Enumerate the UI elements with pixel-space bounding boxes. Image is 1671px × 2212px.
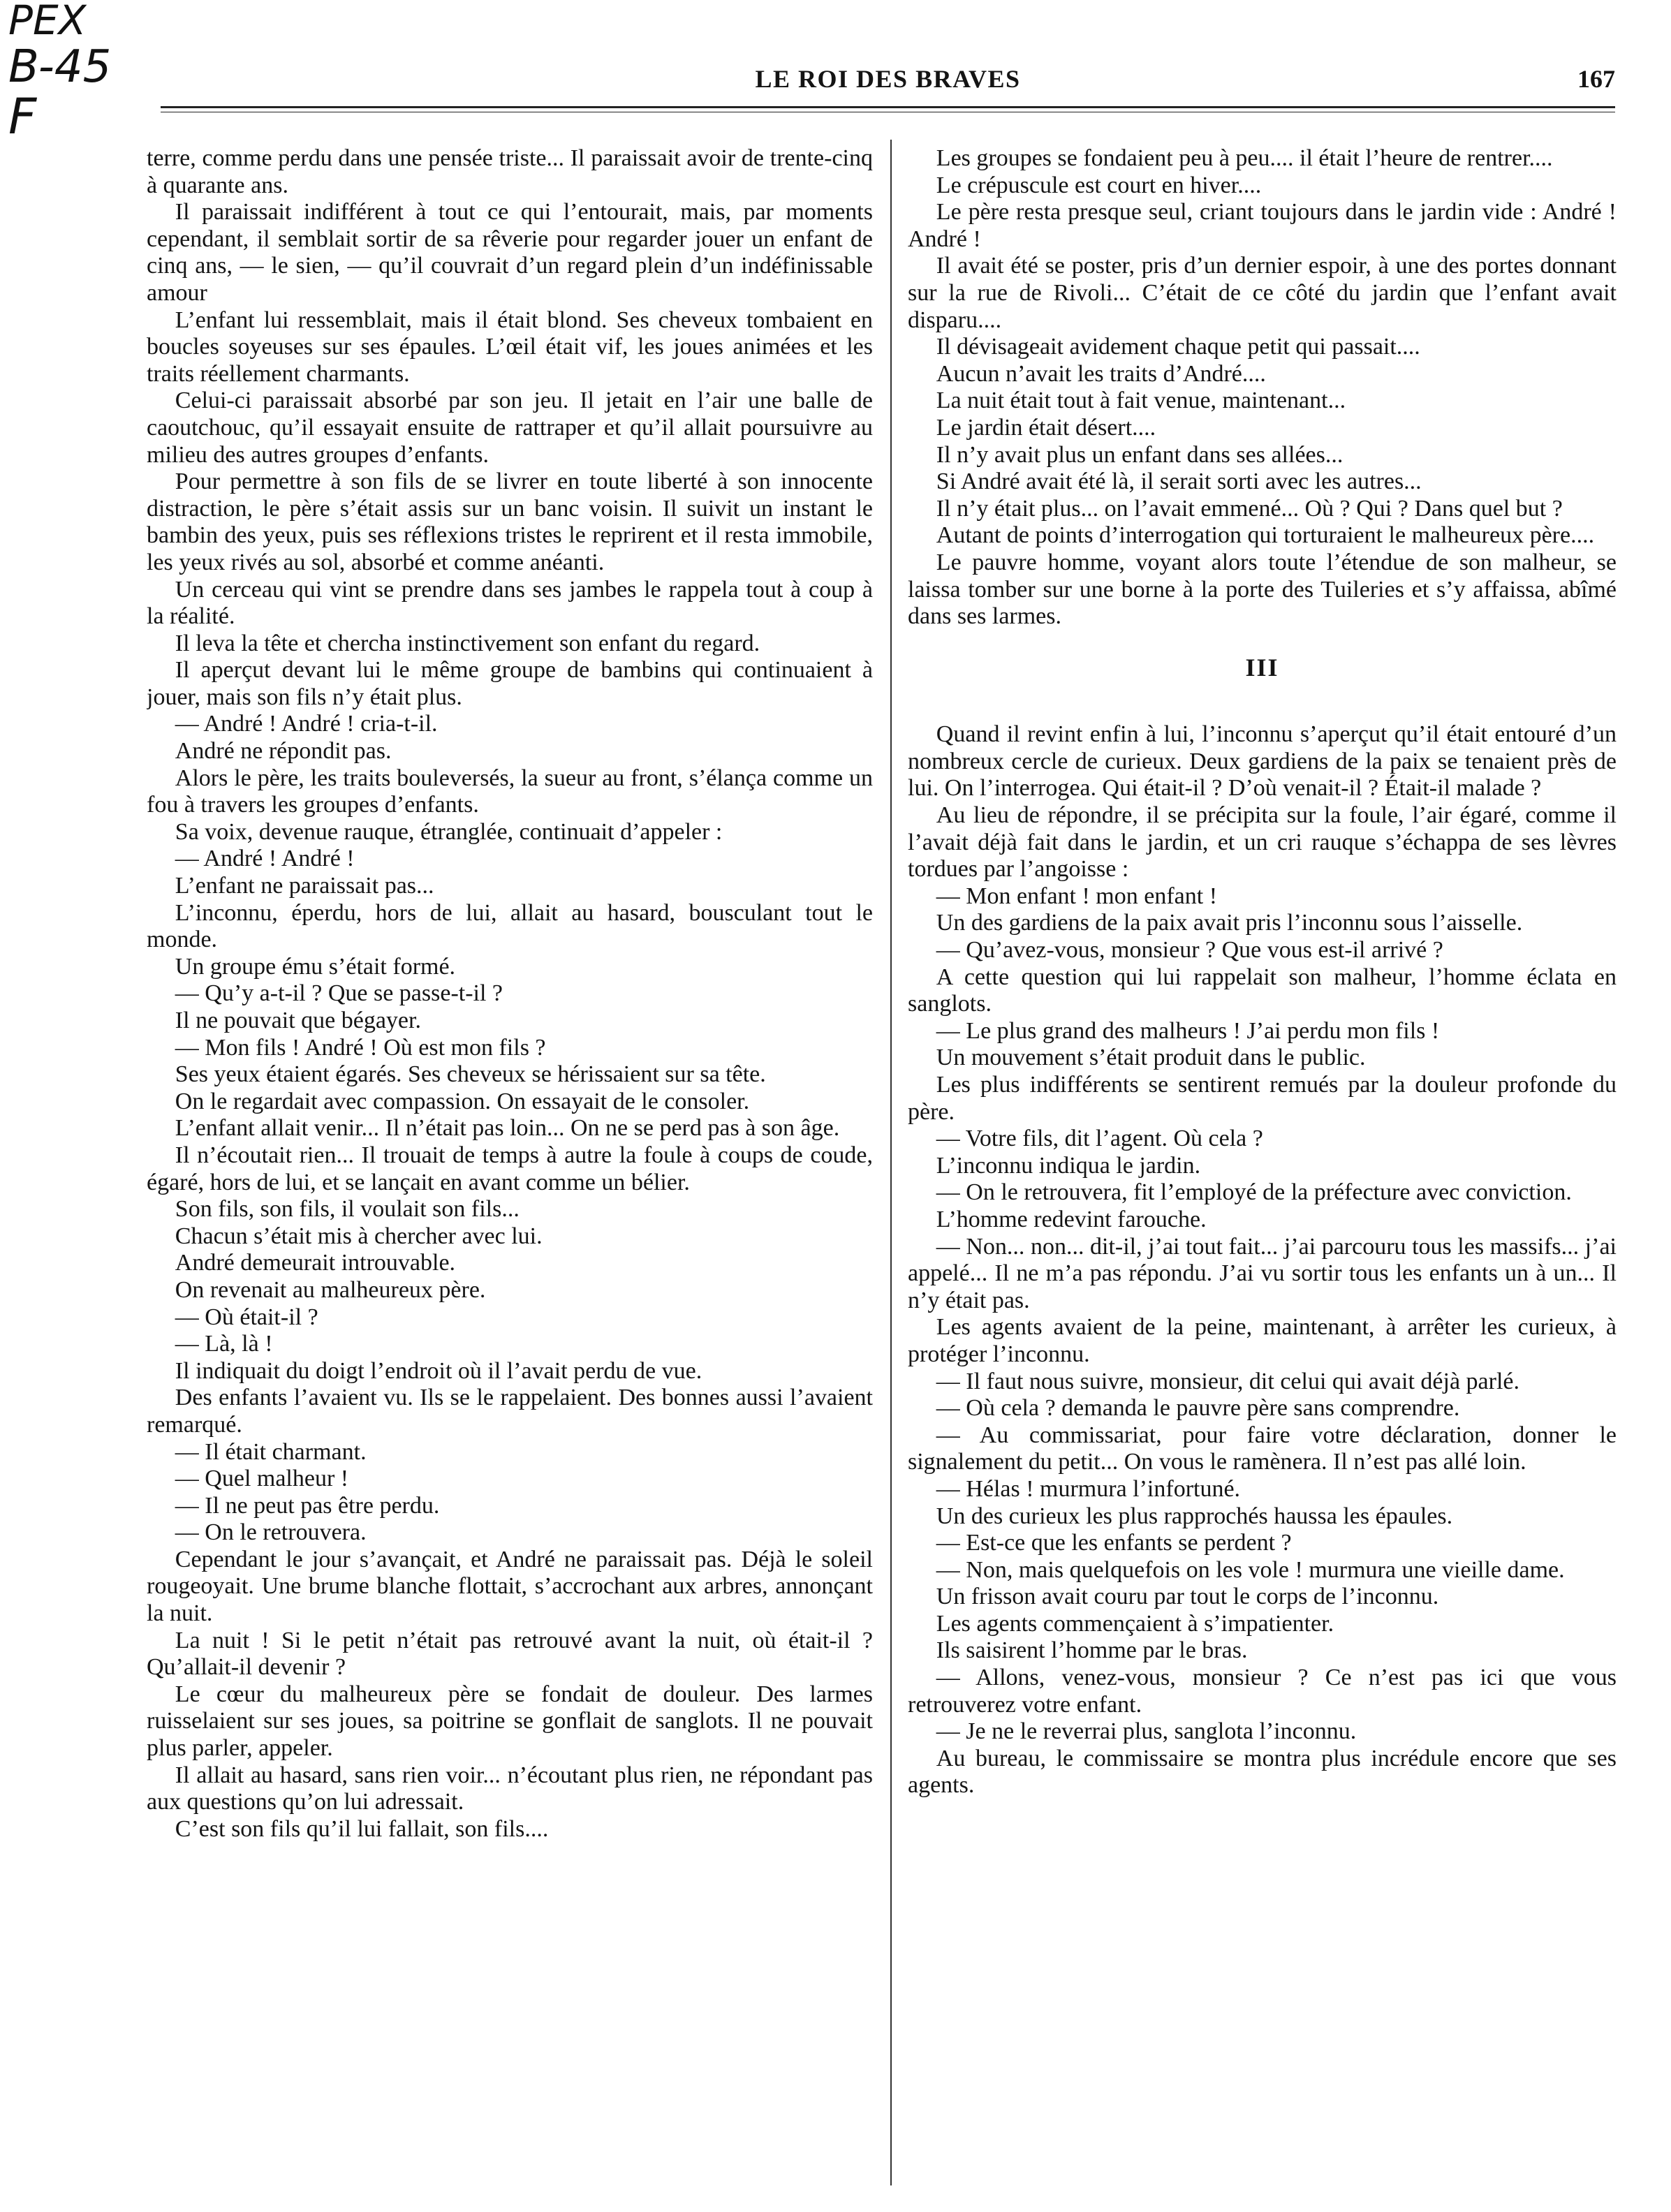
margin-note-1: PEX <box>8 0 87 44</box>
paragraph: Un mouvement s’était produit dans le public. <box>936 1045 1366 1071</box>
paragraph: Sa voix, devenue rauque, étranglée, continuait d’appeler : <box>175 818 723 845</box>
paragraph: Pour permettre à son fils de se livrer en toute liberté à son innocente distraction, le père s’était assis sur un banc voisin. Il suivit un instant le bambin des yeux, puis ses réflexions tristes le reprirent et il resta immobile, les yeux rivés au sol, absorbé et comme anéanti. <box>147 469 873 575</box>
paragraph: Le cœur du malheureux père se fondait de douleur. Des larmes ruisselaient sur ses joues, sa poitrine se gonflait de sanglots. Il ne pouvait plus parler, appeler. <box>147 1681 873 1762</box>
paragraph: — On le retrouvera, fit l’employé de la préfecture avec conviction. <box>936 1179 1572 1206</box>
paragraph: — Votre fils, dit l’agent. Où cela ? <box>936 1126 1263 1152</box>
paragraph: Alors le père, les traits bouleversés, la sueur au front, s’élança comme un fou à travers les groupes d’enfants. <box>147 765 873 818</box>
paragraph: Aucun n’avait les traits d’André.... <box>936 360 1266 387</box>
column-divider <box>890 140 892 2185</box>
paragraph: — Au commissariat, pour faire votre déclaration, donner le signalement du petit... On vous le ramènera. Il n’est pas allé loin. <box>908 1422 1617 1475</box>
paragraph: Il avait été se poster, pris d’un dernier espoir, à une des portes donnant sur la rue de Rivoli... C’était de ce côté du jardin que l’enfant avait disparu.... <box>908 253 1617 333</box>
paragraph: — Non... non... dit-il, j’ai tout fait... j’ai parcouru tous les massifs... j’ai appelé... Il ne m’a pas répondu. J’ai vu sortir tous les enfants un à un... Il n’y était pas. <box>908 1233 1617 1313</box>
paragraph: — Est-ce que les enfants se perdent ? <box>936 1530 1292 1556</box>
paragraph: L’enfant ne paraissait pas... <box>175 873 434 899</box>
paragraph: Le jardin était désert.... <box>936 414 1156 441</box>
paragraph: Autant de points d’interrogation qui torturaient le malheureux père.... <box>936 522 1595 549</box>
margin-note-2: B-45 <box>8 41 112 93</box>
margin-note-3: F <box>8 88 37 145</box>
paragraph: La nuit ! Si le petit n’était pas retrouvé avant la nuit, où était-il ? Qu’allait-il devenir ? <box>147 1627 873 1681</box>
paragraph: L’inconnu indiqua le jardin. <box>936 1152 1201 1179</box>
paragraph: Il dévisageait avidement chaque petit qui passait.... <box>936 334 1420 360</box>
paragraph: — Le plus grand des malheurs ! J’ai perdu mon fils ! <box>936 1017 1440 1044</box>
paragraph: — Il ne peut pas être perdu. <box>175 1492 440 1519</box>
paragraph: Si André avait été là, il serait sorti avec les autres... <box>936 469 1422 495</box>
paragraph: Un groupe ému s’était formé. <box>175 953 456 980</box>
paragraph: Des enfants l’avaient vu. Ils se le rappelaient. Des bonnes aussi l’avaient remarqué. <box>147 1385 873 1438</box>
paragraph: L’inconnu, éperdu, hors de lui, allait au hasard, bousculant tout le monde. <box>147 899 873 953</box>
paragraph: — Où cela ? demanda le pauvre père sans comprendre. <box>936 1395 1460 1422</box>
paragraph: Son fils, son fils, il voulait son fils... <box>175 1196 520 1223</box>
paragraph: Un des gardiens de la paix avait pris l’inconnu sous l’aisselle. <box>936 910 1523 936</box>
paragraph: — Hélas ! murmura l’infortuné. <box>936 1475 1241 1502</box>
paragraph: A cette question qui lui rappelait son malheur, l’homme éclata en sanglots. <box>908 964 1617 1017</box>
paragraph: L’enfant lui ressemblait, mais il était blond. Ses cheveux tombaient en boucles soyeuses sur ses épaules. L’œil était vif, les joues animées et les traits réellement charmants. <box>147 307 873 387</box>
paragraph: Chacun s’était mis à chercher avec lui. <box>175 1223 543 1249</box>
paragraph: Un cerceau qui vint se prendre dans ses jambes le rappela tout à coup à la réalité. <box>147 576 873 630</box>
paragraph: — Où était-il ? <box>175 1304 318 1330</box>
paragraph: Il n’y avait plus un enfant dans ses allées... <box>936 441 1344 468</box>
page-header <box>161 64 1615 103</box>
page-number: 167 <box>1577 65 1615 93</box>
paragraph: Il aperçut devant lui le même groupe de bambins qui continuaient à jouer, mais son fils n’y était plus. <box>147 657 873 710</box>
paragraph: L’homme redevint farouche. <box>936 1206 1207 1232</box>
paragraph: — Il était charmant. <box>175 1438 367 1465</box>
paragraph: On le regardait avec compassion. On essayait de le consoler. <box>175 1088 750 1114</box>
paragraph: — Là, là ! <box>175 1331 273 1357</box>
paragraph: Le pauvre homme, voyant alors toute l’étendue de son malheur, se laissa tomber sur une borne à la porte des Tuileries et s’y affaissa, abîmé dans ses larmes. <box>908 549 1617 630</box>
paragraph: La nuit était tout à fait venue, maintenant... <box>936 388 1346 414</box>
paragraph: Le père resta presque seul, criant toujours dans le jardin vide : André ! André ! <box>908 199 1617 252</box>
running-title: LE ROI DES BRAVES <box>755 65 1021 93</box>
paragraph: — On le retrouvera. <box>175 1519 367 1546</box>
paragraph: Il ne pouvait que bégayer. <box>175 1008 421 1033</box>
paragraph: Le crépuscule est court en hiver.... <box>936 172 1262 198</box>
paragraph: André ne répondit pas. <box>175 738 392 765</box>
paragraph: On revenait au malheureux père. <box>175 1276 486 1303</box>
header-rule <box>161 106 1615 108</box>
handwritten-margin-notes <box>8 0 112 145</box>
paragraph: Ses yeux étaient égarés. Ses cheveux se hérissaient sur sa tête. <box>175 1061 766 1088</box>
paragraph: Les agents commençaient à s’impatienter. <box>936 1610 1334 1637</box>
left-column <box>147 145 873 2184</box>
paragraph: — Allons, venez-vous, monsieur ? Ce n’est pas ici que vous retrouverez votre enfant. <box>908 1665 1617 1718</box>
paragraph: Les plus indifférents se sentirent remués par la douleur profonde du père. <box>908 1072 1617 1125</box>
paragraph: Il n’y était plus... on l’avait emmené... Où ? Qui ? Dans quel but ? <box>936 495 1563 522</box>
paragraph: Ils saisirent l’homme par le bras. <box>936 1637 1248 1664</box>
paragraph: terre, comme perdu dans une pensée triste... Il paraissait avoir de trente-cinq à quarante ans. <box>147 145 873 198</box>
paragraph: Au lieu de répondre, il se précipita sur la foule, l’air égaré, comme il l’avait déjà fait dans le jardin, et un cri rauque s’échappa de ses lèvres tordues par l’angoisse : <box>908 802 1617 883</box>
paragraph: Quand il revint enfin à lui, l’inconnu s’aperçut qu’il était entouré d’un nombreux cercle de curieux. Deux gardiens de la paix se tenaient près de lui. On l’interrogea. Qui était-il ? D’où venait-il ? Était-il malade ? <box>908 721 1617 802</box>
paragraph: — André ! André ! <box>175 846 355 872</box>
paragraph: Il leva la tête et chercha instinctivement son enfant du regard. <box>175 630 760 656</box>
paragraph: — Mon enfant ! mon enfant ! <box>936 883 1218 909</box>
paragraph: Les agents avaient de la peine, maintenant, à arrêter les curieux, à protéger l’inconnu. <box>908 1314 1617 1367</box>
right-column <box>908 145 1617 2184</box>
section-number: III <box>1245 653 1279 681</box>
paragraph: — Qu’avez-vous, monsieur ? Que vous est-il arrivé ? <box>936 937 1443 964</box>
paragraph: Il allait au hasard, sans rien voir... n’écoutant plus rien, ne répondant pas aux questions qu’on lui adressait. <box>147 1762 873 1815</box>
right-column-part-2 <box>908 721 1617 1799</box>
paragraph: — Quel malheur ! <box>175 1466 349 1492</box>
paragraph: C’est son fils qu’il lui fallait, son fils.... <box>175 1815 549 1842</box>
paragraph: Cependant le jour s’avançait, et André ne paraissait pas. Déjà le soleil rougeoyait. Une brume blanche flottait, s’accrochant aux arbres, annonçant la nuit. <box>147 1546 873 1627</box>
paragraph: L’enfant allait venir... Il n’était pas loin... On ne se perd pas à son âge. <box>175 1115 840 1142</box>
paragraph: — Non, mais quelquefois on les vole ! murmura une vieille dame. <box>936 1556 1565 1583</box>
paragraph: — Mon fils ! André ! Où est mon fils ? <box>175 1034 546 1061</box>
paragraph: Un des curieux les plus rapprochés haussa les épaules. <box>936 1503 1453 1529</box>
paragraph: André demeurait introuvable. <box>175 1250 456 1276</box>
paragraph: — Qu’y a-t-il ? Que se passe-t-il ? <box>175 980 503 1007</box>
paragraph: Il paraissait indifférent à tout ce qui l’entourait, mais, par moments cependant, il semblait sortir de sa rêverie pour regarder jouer un enfant de cinq ans, — le sien, — qu’il couvrait d’un regard plein d’un indéfinissable amour <box>147 199 873 306</box>
paragraph: Celui-ci paraissait absorbé par son jeu. Il jetait en l’air une balle de caoutchouc, qu’il essayait ensuite de rattraper et qu’il allait poursuivre au milieu des autres groupes d’enfants. <box>147 388 873 468</box>
paragraph: — Je ne le reverrai plus, sanglota l’inconnu. <box>936 1718 1357 1745</box>
paragraph: Il n’écoutait rien... Il trouait de temps à autre la foule à coups de coude, égaré, hors de lui, et se lançait en avant comme un bélier. <box>147 1142 873 1195</box>
paragraph: Il indiquait du doigt l’endroit où il l’avait perdu de vue. <box>175 1357 702 1384</box>
right-column-part-1 <box>908 145 1617 631</box>
paragraph: — André ! André ! cria-t-il. <box>175 711 438 737</box>
paragraph: Les groupes se fondaient peu à peu.... il était l’heure de rentrer.... <box>936 145 1553 171</box>
paragraph: Un frisson avait couru par tout le corps de l’inconnu. <box>936 1584 1439 1610</box>
paragraph: Au bureau, le commissaire se montra plus incrédule encore que ses agents. <box>908 1745 1617 1799</box>
paragraph: — Il faut nous suivre, monsieur, dit celui qui avait déjà parlé. <box>936 1368 1519 1394</box>
